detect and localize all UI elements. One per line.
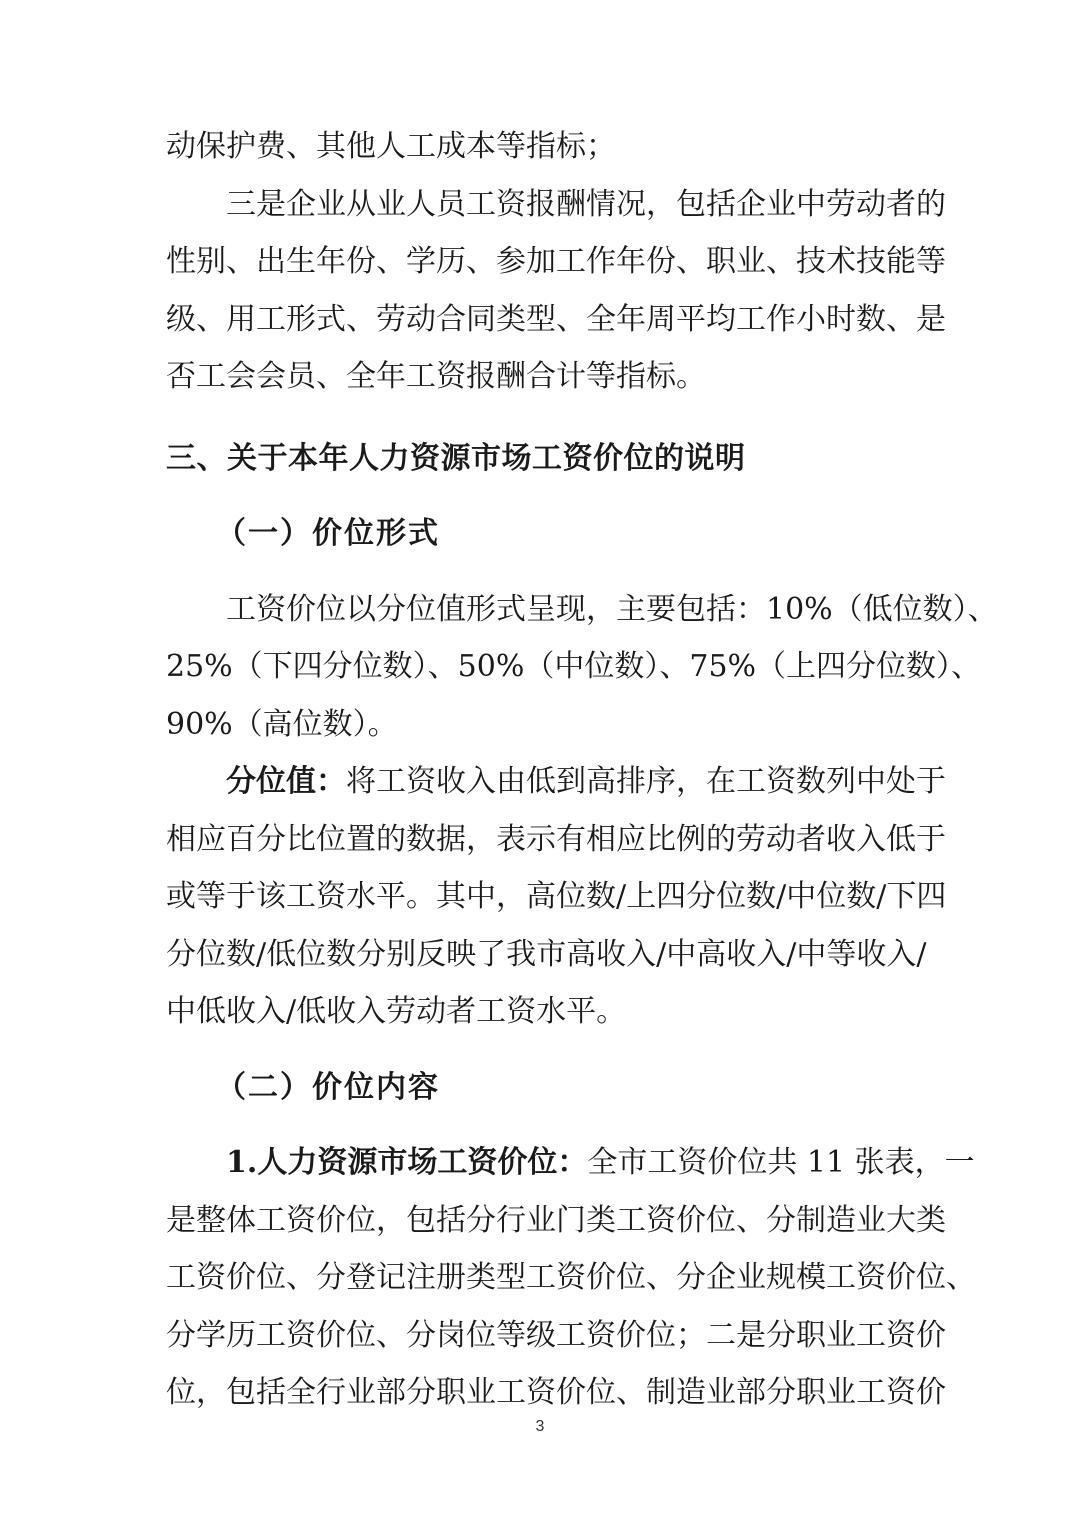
text-line: 90%（高位数）。 [166, 706, 398, 742]
text-line [166, 1134, 975, 1192]
item-text: 全市工资价位共 11 张表，一 [587, 1145, 975, 1180]
term-label: 分位值： [226, 764, 346, 799]
text-line: 性别、出生年份、学历、参加工作年份、职业、技术技能等 [166, 244, 946, 279]
text-line: 或等于该工资水平。其中，高位数/上四分位数/中位数/下四 [166, 879, 947, 914]
text-line: 工资价位、分登记注册类型工资价位、分企业规模工资价位、 [166, 1260, 976, 1295]
text-line: 级、用工形式、劳动合同类型、全年周平均工作小时数、是 [166, 301, 946, 337]
document-body [166, 118, 998, 1422]
text-line: 是整体工资价位，包括分行业门类工资价位、分制造业大类 [166, 1202, 946, 1238]
text-line: 位，包括全行业部分职业工资价位、制造业部分职业工资价 [166, 1375, 946, 1410]
subsection-heading: （一）价位形式 [216, 516, 440, 551]
term-text: 将工资收入由低到高排序，在工资数列中处于 [346, 764, 946, 799]
text-line: 三是企业从业人员工资报酬情况，包括企业中劳动者的 [226, 186, 946, 222]
page-number: 3 [535, 1418, 545, 1435]
text-line: 工资价位以分位值形式呈现，主要包括：10%（低位数）、 [226, 591, 998, 627]
text-line: 分学历工资价位、分岗位等级工资价位；二是分职业工资价 [166, 1317, 946, 1353]
text-line: 分位数/低位数分别反映了我市高收入/中高收入/中等收入/ [166, 936, 927, 972]
item-label: 1.人力资源市场工资价位： [226, 1145, 588, 1180]
text-line: 动保护费、其他人工成本等指标； [166, 129, 616, 164]
text-line: 相应百分比位置的数据，表示有相应比例的劳动者收入低于 [166, 821, 946, 857]
section-heading: 三、关于本年人力资源市场工资价位的说明 [166, 440, 746, 476]
text-line [166, 753, 946, 811]
text-line: 否工会会员、全年工资报酬合计等指标。 [166, 359, 706, 394]
subsection-heading: （二）价位内容 [216, 1069, 440, 1105]
text-line: 25%（下四分位数）、50%（中位数）、75%（上四分位数）、 [166, 649, 982, 684]
text-line: 中低收入/低收入劳动者工资水平。 [166, 994, 627, 1029]
